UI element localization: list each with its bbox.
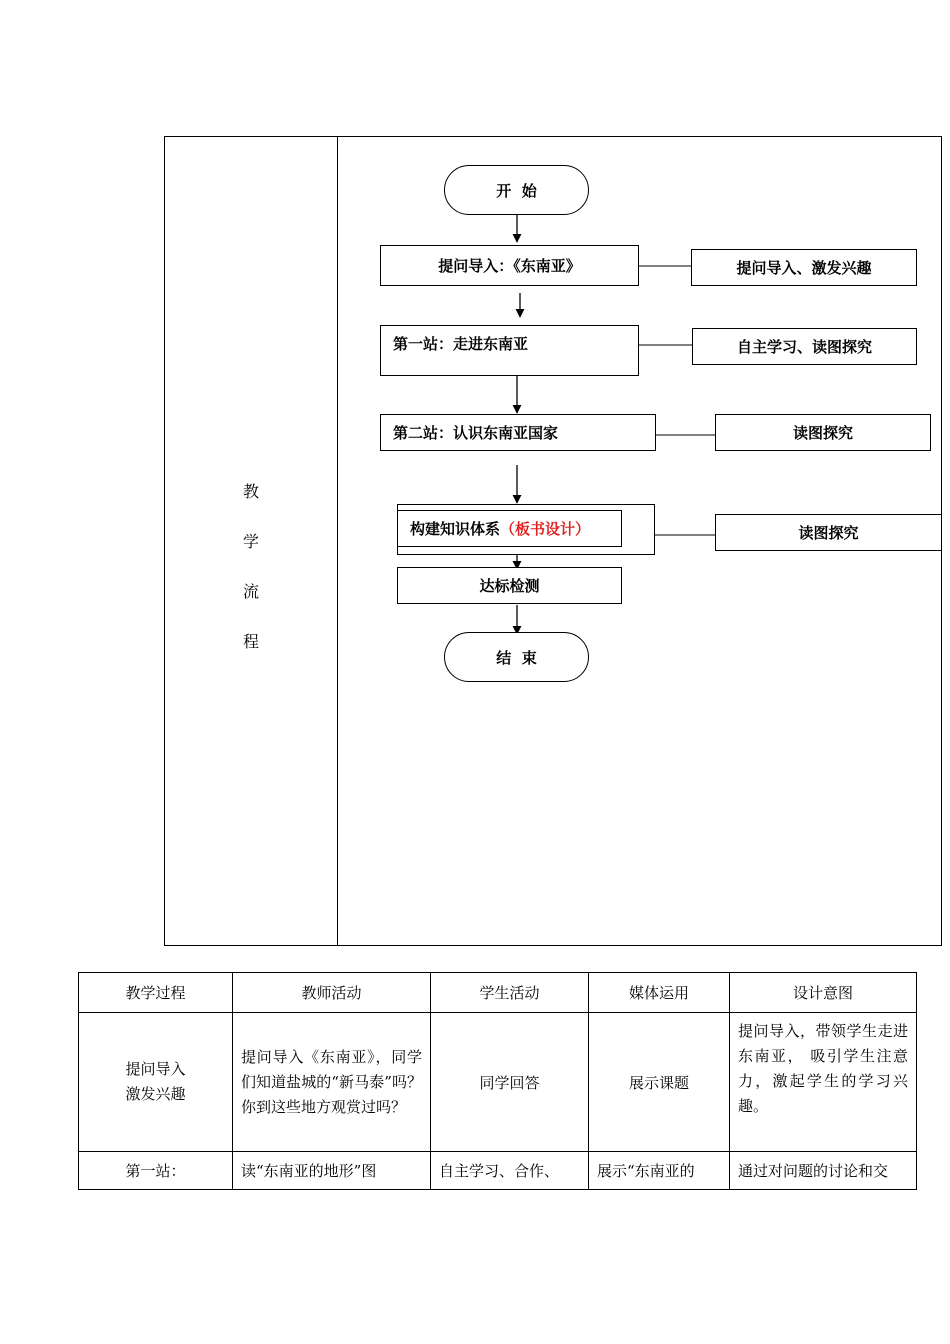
side-label-char: 程 bbox=[242, 632, 259, 651]
row-student: 同学回答 bbox=[431, 1013, 589, 1152]
row-student: 自主学习、合作、 bbox=[431, 1152, 589, 1190]
start-label: 开 始 bbox=[496, 181, 537, 200]
side-label-char: 教 bbox=[242, 482, 259, 501]
table-row bbox=[79, 1013, 917, 1152]
row-teacher: 读“东南亚的地形”图 bbox=[233, 1152, 431, 1190]
row-intent: 提问导入，带领学生走进东南亚， 吸引学生注意力，激起学生的学习兴趣。 bbox=[730, 1013, 917, 1152]
side-label-char: 学 bbox=[242, 532, 259, 551]
step4-highlight: （板书设计） bbox=[500, 520, 591, 538]
step2-note-box bbox=[692, 328, 917, 365]
step1-note-label: 提问导入、激发兴趣 bbox=[736, 259, 872, 277]
header-intent: 设计意图 bbox=[730, 973, 917, 1013]
teaching-process-table bbox=[78, 972, 917, 1190]
step4-label: 构建知识体系 bbox=[410, 520, 501, 538]
header-teacher: 教师活动 bbox=[233, 973, 431, 1013]
step3-note-box bbox=[715, 414, 931, 451]
step3-note-label: 读图探究 bbox=[792, 424, 853, 442]
row-media: 展示课题 bbox=[589, 1013, 730, 1152]
start-node bbox=[444, 165, 589, 215]
step3-box bbox=[380, 414, 656, 451]
step4-box bbox=[397, 510, 622, 547]
header-media: 媒体运用 bbox=[589, 973, 730, 1013]
teaching-flow-table bbox=[164, 136, 942, 946]
step5-label: 达标检测 bbox=[479, 577, 540, 595]
row-media: 展示“东南亚的 bbox=[589, 1152, 730, 1190]
table-row bbox=[79, 1152, 917, 1190]
end-label: 结 束 bbox=[496, 648, 537, 667]
step2-label: 第一站：走进东南亚 bbox=[393, 335, 529, 353]
step5-box bbox=[397, 567, 622, 604]
step1-label: 提问导入：《东南亚》 bbox=[438, 257, 581, 275]
header-student: 学生活动 bbox=[431, 973, 589, 1013]
header-stage: 教学过程 bbox=[79, 973, 233, 1013]
table-header-row bbox=[79, 973, 917, 1013]
step2-note-label: 自主学习、读图探究 bbox=[736, 338, 872, 356]
step1-note-box bbox=[691, 249, 917, 286]
end-node bbox=[444, 632, 589, 682]
row-teacher: 提问导入《东南亚》，同学们知道盐城的“新马泰”吗？你到这些地方观赏过吗？ bbox=[233, 1013, 431, 1152]
side-label-char: 流 bbox=[242, 582, 259, 601]
step4-note-box bbox=[715, 514, 942, 551]
row-intent: 通过对问题的讨论和交 bbox=[730, 1152, 917, 1190]
step4-note-label: 读图探究 bbox=[798, 524, 859, 542]
step3-label: 第二站：认识东南亚国家 bbox=[393, 424, 559, 442]
row-stage: 第一站： bbox=[79, 1152, 233, 1190]
row-stage: 提问导入 激发兴趣 bbox=[79, 1013, 233, 1152]
step2-box bbox=[380, 325, 639, 376]
step1-box bbox=[380, 245, 639, 286]
